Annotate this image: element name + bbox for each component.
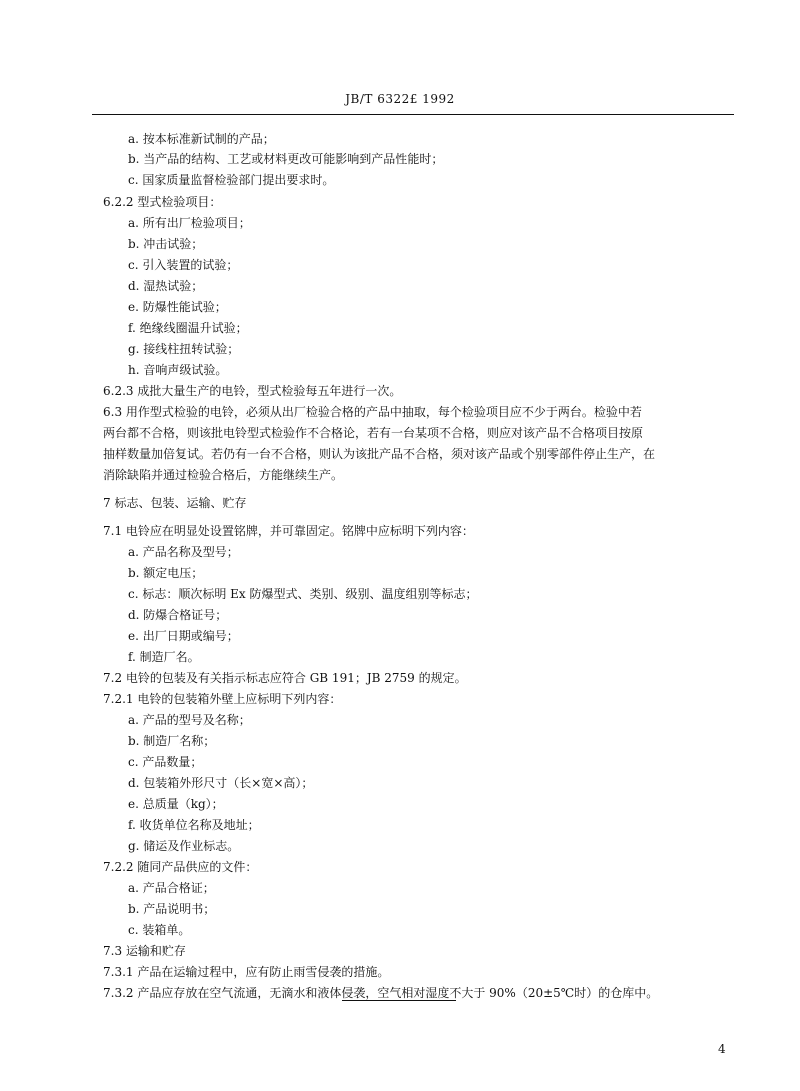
text-line: 6.3 用作型式检验的电铃，必须从出厂检验合格的产品中抽取，每个检验项目应不少于两台。检验中若 <box>103 405 642 419</box>
text-line: e. 总质量（kg）； <box>128 797 224 811</box>
text-line: a. 产品合格证； <box>128 881 215 895</box>
text-line: f. 收货单位名称及地址； <box>128 818 260 832</box>
text-line: 7.2.2 随同产品供应的文件： <box>103 860 258 874</box>
text-line: b. 制造厂名称； <box>128 734 216 748</box>
text-line: 7.2 电铃的包装及有关指示标志应符合 GB 191；JB 2759 的规定。 <box>103 671 467 685</box>
text-line: a. 产品的型号及名称； <box>128 713 251 727</box>
text-line: a. 所有出厂检验项目； <box>128 216 251 230</box>
text-line: e. 出厂日期或编号； <box>128 629 239 643</box>
running-header: JB/T 6322£ 1992 <box>345 92 455 106</box>
text-line: 7.3.1 产品在运输过程中，应有防止雨雪侵袭的措施。 <box>103 965 390 979</box>
text-line: 7.1 电铃应在明显处设置铭牌，并可靠固定。铭牌中应标明下列内容： <box>103 524 474 538</box>
text-line: d. 湿热试验； <box>128 279 204 293</box>
text-line: g. 储运及作业标志。 <box>128 839 240 853</box>
text-line: a. 产品名称及型号； <box>128 545 239 559</box>
header-rule <box>92 114 734 115</box>
text-line: c. 装箱单。 <box>128 923 191 937</box>
text-line: c. 产品数量； <box>128 755 203 769</box>
text-line: d. 防爆合格证号； <box>128 608 228 622</box>
text-line: 7 标志、包装、运输、贮存 <box>103 496 247 510</box>
text-line: f. 绝缘线圈温升试验； <box>128 321 248 335</box>
text-line: c. 标志：顺次标明 Ex 防爆型式、类别、级别、温度组别等标志； <box>128 587 478 601</box>
text-line: 7.2.1 电铃的包装箱外壁上应标明下列内容： <box>103 692 342 706</box>
text-line: h. 音响声级试验。 <box>128 363 228 377</box>
text-line: 抽样数量加倍复试。若仍有一台不合格，则认为该批产品不合格，须对该产品或个别零部件停止生产，在 <box>103 447 656 461</box>
text-line: c. 引入装置的试验； <box>128 258 239 272</box>
text-line: a. 按本标准新试制的产品； <box>128 132 275 146</box>
text-line: b. 产品说明书； <box>128 902 216 916</box>
text-line: 6.2.2 型式检验项目： <box>103 195 222 209</box>
text-line: 两台都不合格，则该批电铃型式检验作不合格论，若有一台某项不合格，则应对该产品不合格项目按原 <box>103 426 644 440</box>
text-line: d. 包装箱外形尺寸（长×宽×高）； <box>128 776 314 790</box>
text-line: b. 当产品的结构、工艺或材料更改可能影响到产品性能时； <box>128 152 444 166</box>
text-line: b. 冲击试验； <box>128 237 204 251</box>
text-line: g. 接线柱扭转试验； <box>128 342 240 356</box>
text-line: 7.3 运输和贮存 <box>103 944 186 958</box>
text-line: 消除缺陷并通过检验合格后，方能继续生产。 <box>103 468 344 482</box>
page-number: 4 <box>718 1042 726 1056</box>
end-rule <box>342 1000 456 1001</box>
text-line: f. 制造厂名。 <box>128 650 200 664</box>
text-line: e. 防爆性能试验； <box>128 300 227 314</box>
text-line: 6.2.3 成批大量生产的电铃，型式检验每五年进行一次。 <box>103 384 402 398</box>
text-line: c. 国家质量监督检验部门提出要求时。 <box>128 173 335 187</box>
text-line: 7.3.2 产品应存放在空气流通，无滴水和液体侵袭，空气相对湿度不大于 90%（20±5℃时）的仓库中。 <box>103 986 659 1000</box>
text-line: b. 额定电压； <box>128 566 204 580</box>
